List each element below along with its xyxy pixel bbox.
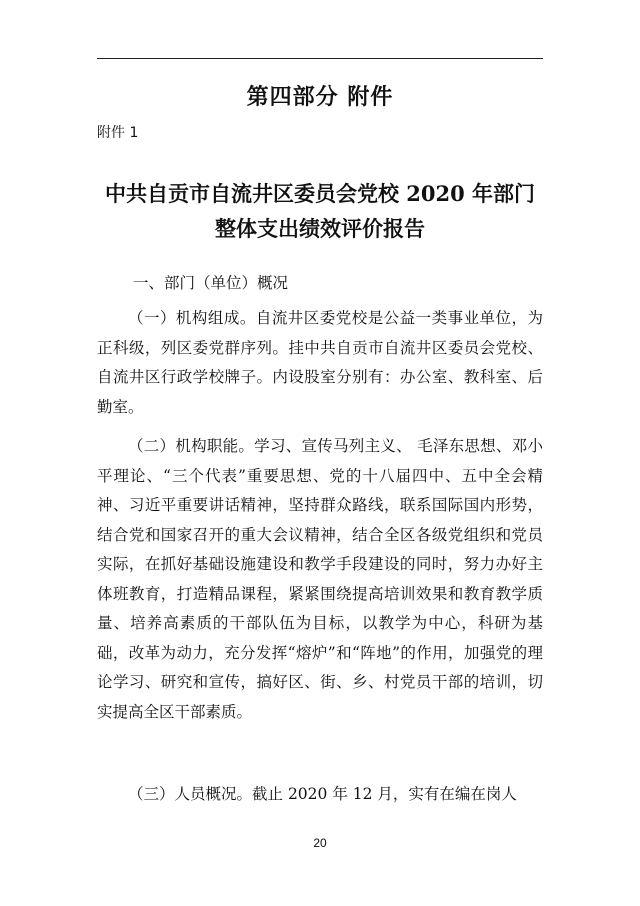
- attachment-label: 附件 1: [97, 125, 139, 141]
- paragraph-text: 自流井区委党校是公益一类事业单位，为正科级，列区委党群序列。挂中共自贡市自流井区委员会党校、自流井区行政学校牌子。内设股室分别有：办公室、教科室、后勤室。: [97, 309, 543, 416]
- paragraph-personnel: [97, 780, 543, 810]
- section-heading: 一、部门（单位）概况: [133, 274, 289, 292]
- report-title: 中共自贡市自流井区委员会党校 2020 年部门整体支出绩效评价报告: [104, 181, 536, 241]
- part-title: 第四部分 附件: [246, 84, 394, 110]
- paragraph-organization: [97, 304, 543, 422]
- paragraph-lead: （二）机构职能。: [128, 437, 255, 455]
- page-number: 20: [313, 836, 327, 850]
- paragraph-lead: （三）人员概况。: [128, 785, 253, 803]
- header-rule: [97, 58, 543, 59]
- paragraph-functions: [97, 432, 543, 727]
- paragraph-lead: （一）机构组成。: [128, 309, 256, 327]
- paragraph-text: 学习、宣传马列主义、 毛泽东思想、邓小平理论、“三个代表”重要思想、党的十八届四中、五中全会精神、习近平重要讲话精神，坚持群众路线，联系国际国内形势，结合党和国家召开的重大会议精神，结合全区各级党组织和党员实际，在抓好基础设施建设和教学手段建设的同时，努力办好主体班教育，打造精品课程，紧紧围绕提高培训效果和教育教学质量、培养高素质的干部队伍为目标，以教学为中心，科研为基础，改革为动力，充分发挥“熔炉”和“阵地”的作用，加强党的理论学习、研究和宣传，搞好区、街、乡、村党员干部的培训，切实提高全区干部素质。: [97, 437, 543, 721]
- paragraph-text: 截止 2020 年 12 月，实有在编在岗人: [252, 785, 517, 803]
